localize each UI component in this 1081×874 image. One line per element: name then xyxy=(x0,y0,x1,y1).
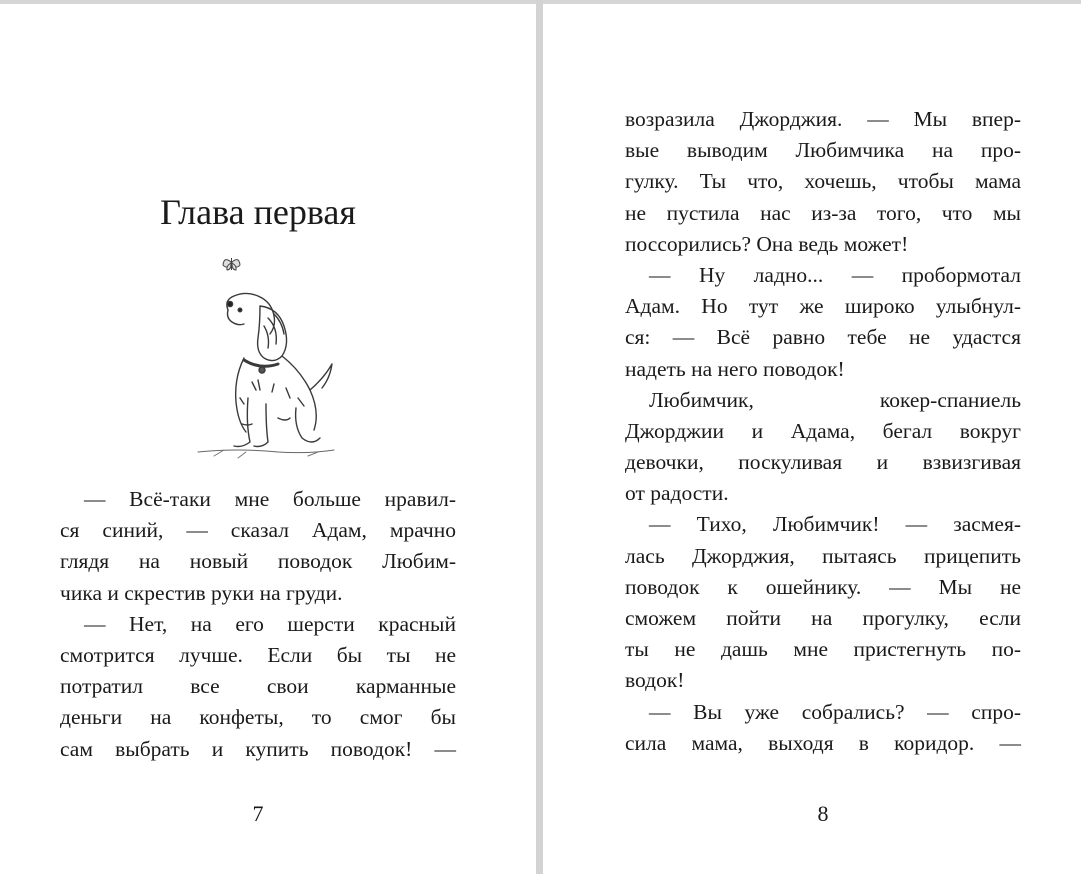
text-line: ся: — Всё равно тебе не удастся xyxy=(625,325,1021,350)
page-gutter xyxy=(536,0,543,874)
page-number: 8 xyxy=(817,801,829,826)
right-page-text xyxy=(625,104,1021,759)
text-line: ся синий, — сказал Адам, мрачно xyxy=(60,518,456,543)
text-line: Любимчик, кокер-спаниель xyxy=(649,387,1021,412)
text-line: гулку. Ты что, хочешь, чтобы мама xyxy=(625,169,1021,194)
text-line: сможем пойти на прогулку, если xyxy=(625,606,1021,630)
butterfly-icon xyxy=(223,258,240,270)
book-page-right xyxy=(543,4,1081,874)
text-line: сила мама, выходя в коридор. — xyxy=(625,730,1021,755)
spaniel-illustration xyxy=(178,248,348,464)
text-line: чика и скрестив руки на груди. xyxy=(60,580,343,605)
text-line: — Ну ладно... — пробормотал xyxy=(649,262,1021,287)
text-line: поводок к ошейнику. — Мы не xyxy=(625,574,1021,599)
text-line: водок! xyxy=(625,668,685,693)
text-line: — Всё-таки мне больше нравил- xyxy=(84,487,456,511)
text-line: потратил все свои карманные xyxy=(60,674,456,699)
text-line: Джорджии и Адама, бегал вокруг xyxy=(625,418,1021,443)
text-line: — Вы уже собрались? — спро- xyxy=(649,699,1021,724)
text-line: — Нет, на его шерсти красный xyxy=(84,611,456,636)
text-line: сам выбрать и купить поводок! — xyxy=(60,736,456,761)
left-page-text xyxy=(60,484,456,765)
book-page-left xyxy=(0,4,536,874)
text-line: смотрится лучше. Если бы ты не xyxy=(60,642,456,667)
text-line: не пустила нас из-за того, что мы xyxy=(625,200,1021,225)
text-line: от радости. xyxy=(625,481,729,506)
text-line: лась Джорджия, пытаясь прицепить xyxy=(625,543,1021,568)
chapter-title: Глава первая xyxy=(160,192,356,232)
text-line: вые выводим Любимчика на про- xyxy=(625,138,1021,163)
text-line: деньги на конфеты, то смог бы xyxy=(60,705,456,730)
text-line: девочки, поскуливая и взвизгивая xyxy=(625,450,1021,475)
text-line: Адам. Но тут же широко улыбнул- xyxy=(625,294,1021,319)
text-line: возразила Джорджия. — Мы впер- xyxy=(625,107,1021,131)
text-line: — Тихо, Любимчик! — засмея- xyxy=(649,512,1021,537)
text-line: надеть на него поводок! xyxy=(625,356,845,381)
text-line: ты не дашь мне пристегнуть по- xyxy=(625,637,1021,662)
page-number: 7 xyxy=(252,801,264,826)
text-line: глядя на новый поводок Любим- xyxy=(60,549,456,574)
text-line: поссорились? Она ведь может! xyxy=(625,231,909,256)
